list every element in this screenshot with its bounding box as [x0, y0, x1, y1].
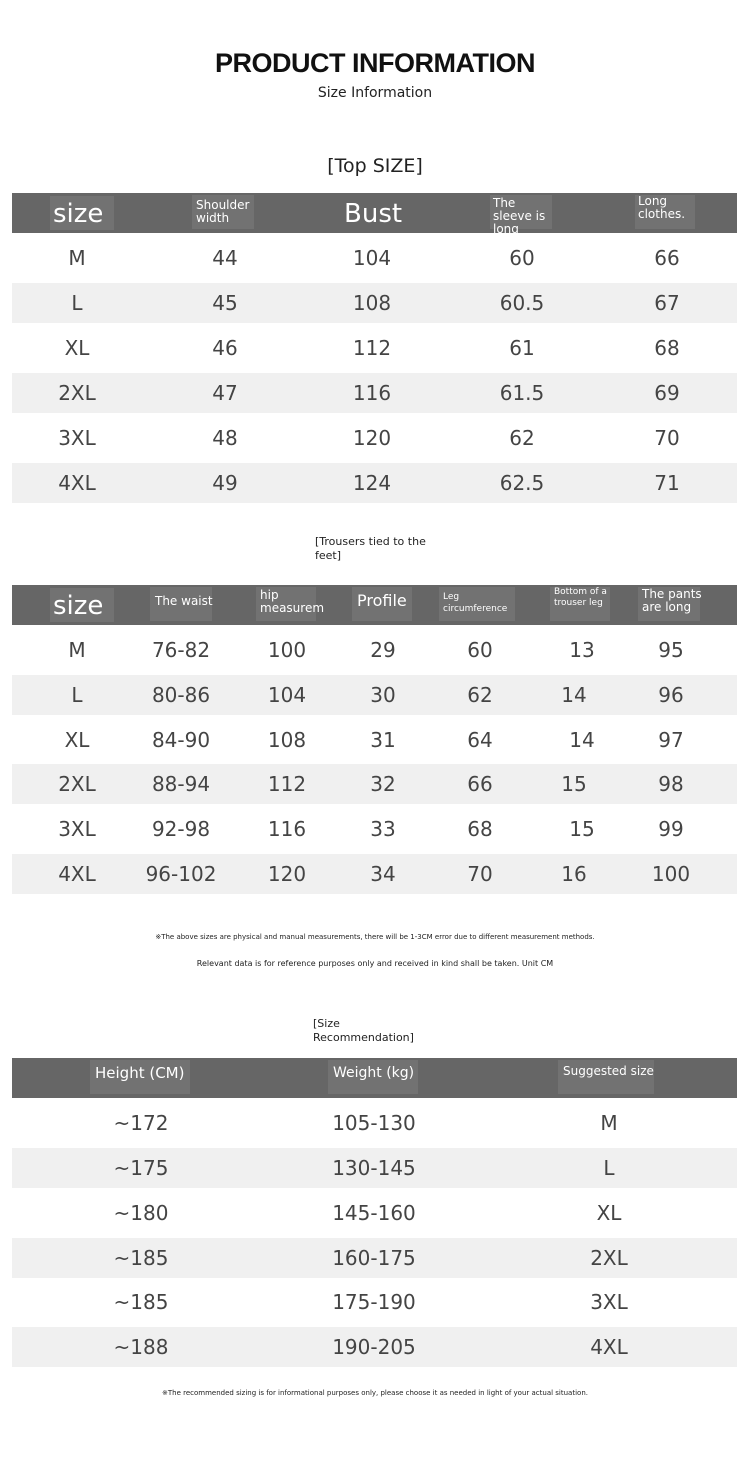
shoulder-cell: 46 — [212, 336, 238, 360]
shoulder-cell: 49 — [212, 471, 238, 495]
table-row — [12, 1103, 737, 1143]
length-cell: 71 — [654, 471, 680, 495]
recommendation-note: ※The recommended sizing is for informational purposes only, please choose it as needed in light of your actual situation. — [162, 1389, 588, 1397]
bust-cell: 108 — [352, 291, 392, 315]
trouser-header-profile: Profile — [357, 591, 407, 610]
size-cell: XL — [64, 336, 90, 360]
length-cell: 66 — [654, 246, 680, 270]
top-header-length: Long clothes. — [638, 194, 686, 221]
recommend-header-height: Height (CM) — [95, 1064, 185, 1082]
bottom-cell: 15 — [569, 817, 595, 841]
waist-cell: 84-90 — [151, 728, 211, 752]
top-header-bust: Bust — [344, 199, 403, 229]
table-row — [12, 764, 737, 804]
table-row — [12, 283, 737, 323]
sleeve-cell: 60 — [509, 246, 535, 270]
length-cell: 67 — [654, 291, 680, 315]
waist-cell: 80-86 — [151, 683, 211, 707]
recommend-header-suggested: Suggested size — [563, 1064, 654, 1078]
bottom-cell: 14 — [561, 683, 587, 707]
trouser-header-waist: The waist — [155, 594, 213, 608]
suggested-size-cell: M — [600, 1111, 618, 1135]
shoulder-cell: 47 — [212, 381, 238, 405]
table-row — [12, 854, 737, 894]
profile-cell: 31 — [370, 728, 396, 752]
length-cell: 68 — [654, 336, 680, 360]
sleeve-cell: 62 — [509, 426, 535, 450]
trouser-header-length: The pants are long — [642, 587, 702, 614]
size-cell: 3XL — [58, 817, 96, 841]
trouser-header-bottom: Bottom of a trouser leg — [554, 587, 607, 608]
top-size-title: [Top SIZE] — [327, 155, 423, 177]
table-row — [12, 1148, 737, 1188]
size-cell: 2XL — [58, 381, 96, 405]
measurement-note: ※The above sizes are physical and manual measurements, there will be 1-3CM error due to different measurement methods. — [155, 933, 595, 941]
shoulder-cell: 44 — [212, 246, 238, 270]
recommend-header-weight: Weight (kg) — [333, 1065, 415, 1081]
table-row — [12, 675, 737, 715]
reference-note: Relevant data is for reference purposes only and received in kind shall be taken. Unit CM — [196, 959, 554, 968]
profile-cell: 29 — [370, 638, 396, 662]
leg-cell: 66 — [467, 772, 493, 796]
table-row — [12, 720, 737, 760]
pants-length-cell: 96 — [658, 683, 684, 707]
shoulder-cell: 45 — [212, 291, 238, 315]
table-row — [12, 418, 737, 458]
sleeve-cell: 60.5 — [499, 291, 545, 315]
profile-cell: 34 — [370, 862, 396, 886]
table-row — [12, 1193, 737, 1233]
waist-cell: 96-102 — [145, 862, 217, 886]
top-header-sleeve: The sleeve is long — [493, 196, 546, 236]
length-cell: 70 — [654, 426, 680, 450]
trouser-header-size: size — [53, 591, 104, 621]
pants-length-cell: 99 — [658, 817, 684, 841]
hip-cell: 112 — [267, 772, 307, 796]
size-cell: M — [68, 246, 86, 270]
pants-length-cell: 97 — [658, 728, 684, 752]
trouser-header-hip: hip measurem — [260, 588, 325, 615]
suggested-size-cell: 4XL — [590, 1335, 628, 1359]
bust-cell: 104 — [352, 246, 392, 270]
height-cell: ~185 — [113, 1246, 169, 1270]
leg-cell: 62 — [467, 683, 493, 707]
weight-cell: 130-145 — [332, 1156, 416, 1180]
profile-cell: 30 — [370, 683, 396, 707]
table-row — [12, 328, 737, 368]
height-cell: ~185 — [113, 1290, 169, 1314]
waist-cell: 76-82 — [151, 638, 211, 662]
profile-cell: 33 — [370, 817, 396, 841]
recommend-table-header — [12, 1058, 737, 1098]
bottom-cell: 13 — [569, 638, 595, 662]
sleeve-cell: 61 — [509, 336, 535, 360]
weight-cell: 160-175 — [332, 1246, 416, 1270]
top-header-shoulder: Shoulder width — [196, 198, 250, 225]
bust-cell: 120 — [352, 426, 392, 450]
top-table-header — [12, 193, 737, 236]
height-cell: ~188 — [113, 1335, 169, 1359]
suggested-size-cell: L — [603, 1156, 615, 1180]
size-cell: 4XL — [58, 862, 96, 886]
table-row — [12, 373, 737, 413]
bust-cell: 112 — [352, 336, 392, 360]
table-row — [12, 1238, 737, 1278]
shoulder-cell: 48 — [212, 426, 238, 450]
page-subtitle: Size Information — [317, 85, 433, 101]
hip-cell: 108 — [267, 728, 307, 752]
size-cell: L — [71, 683, 83, 707]
table-row — [12, 238, 737, 278]
leg-cell: 64 — [467, 728, 493, 752]
size-cell: 2XL — [58, 772, 96, 796]
trouser-header-leg: Leg circumference — [443, 592, 508, 614]
pants-length-cell: 98 — [658, 772, 684, 796]
hip-cell: 104 — [267, 683, 307, 707]
bust-cell: 116 — [352, 381, 392, 405]
size-cell: 3XL — [58, 426, 96, 450]
waist-cell: 88-94 — [151, 772, 211, 796]
waist-cell: 92-98 — [151, 817, 211, 841]
top-header-size: size — [53, 199, 104, 229]
size-cell: L — [71, 291, 83, 315]
height-cell: ~172 — [113, 1111, 169, 1135]
sleeve-cell: 62.5 — [499, 471, 545, 495]
table-row — [12, 809, 737, 849]
leg-cell: 60 — [467, 638, 493, 662]
profile-cell: 32 — [370, 772, 396, 796]
trouser-size-title: [Trousers tied to the feet] — [315, 535, 426, 562]
bottom-cell: 16 — [561, 862, 587, 886]
length-cell: 69 — [654, 381, 680, 405]
leg-cell: 70 — [467, 862, 493, 886]
recommend-title: [Size Recommendation] — [313, 1017, 414, 1044]
weight-cell: 190-205 — [332, 1335, 416, 1359]
weight-cell: 175-190 — [332, 1290, 416, 1314]
table-row — [12, 463, 737, 503]
bottom-cell: 15 — [561, 772, 587, 796]
size-cell: XL — [64, 728, 90, 752]
pants-length-cell: 100 — [651, 862, 691, 886]
suggested-size-cell: 2XL — [590, 1246, 628, 1270]
table-row — [12, 630, 737, 670]
size-cell: M — [68, 638, 86, 662]
weight-cell: 105-130 — [332, 1111, 416, 1135]
hip-cell: 100 — [267, 638, 307, 662]
hip-cell: 120 — [267, 862, 307, 886]
size-cell: 4XL — [58, 471, 96, 495]
height-cell: ~175 — [113, 1156, 169, 1180]
page-title: PRODUCT INFORMATION — [215, 48, 535, 78]
table-row — [12, 1327, 737, 1367]
height-cell: ~180 — [113, 1201, 169, 1225]
weight-cell: 145-160 — [332, 1201, 416, 1225]
pants-length-cell: 95 — [658, 638, 684, 662]
bust-cell: 124 — [352, 471, 392, 495]
bottom-cell: 14 — [569, 728, 595, 752]
table-row — [12, 1282, 737, 1322]
suggested-size-cell: XL — [596, 1201, 622, 1225]
hip-cell: 116 — [267, 817, 307, 841]
sleeve-cell: 61.5 — [499, 381, 545, 405]
trouser-table-header — [12, 585, 737, 625]
suggested-size-cell: 3XL — [590, 1290, 628, 1314]
leg-cell: 68 — [467, 817, 493, 841]
